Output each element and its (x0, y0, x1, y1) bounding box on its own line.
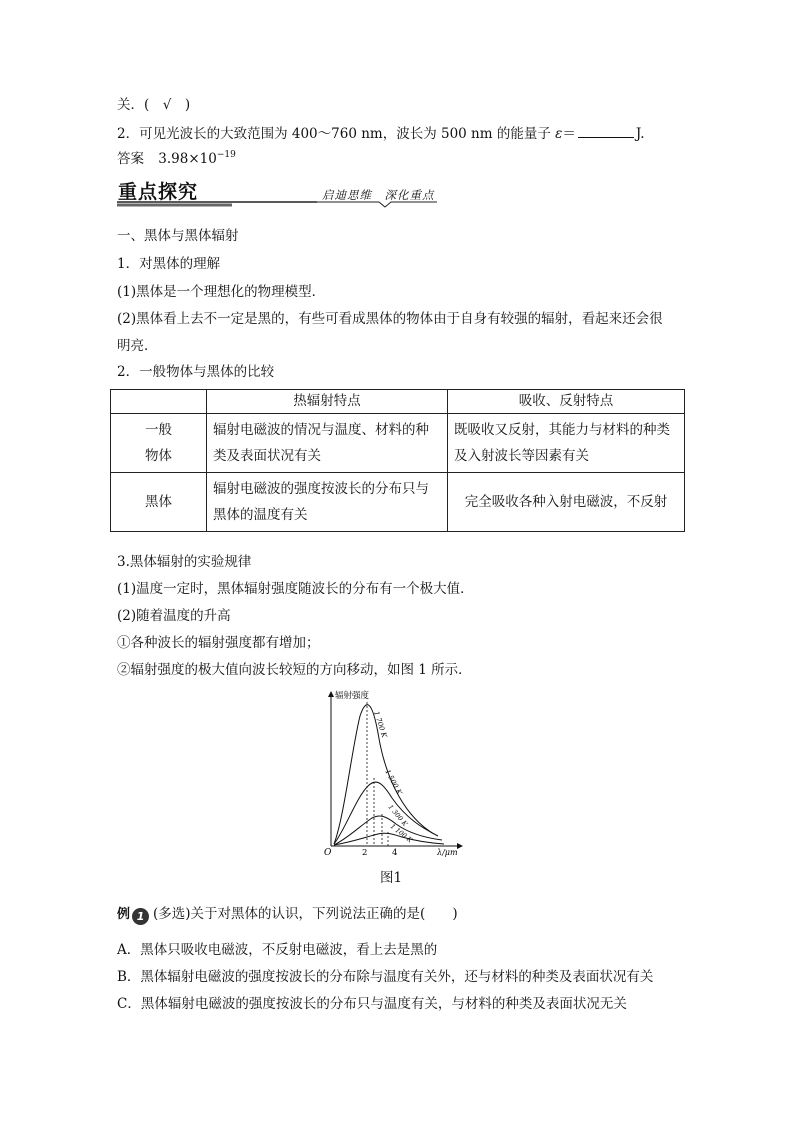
table-header-cell (111, 390, 207, 414)
section-subtitle: 启迪思维 深化重点 (322, 188, 435, 202)
option-c[interactable]: C．黑体辐射电磁波的强度按波长的分布只与温度有关，与材料的种类及表面状况无关 (117, 996, 627, 1012)
table-header-cell: 吸收、反射特点 (448, 390, 685, 414)
example-stem-text: (多选)关于对黑体的认识，下列说法正确的是( ) (153, 906, 458, 922)
table-cell (207, 414, 448, 473)
curve-1100k (334, 833, 444, 845)
equals-sign: ＝ (562, 126, 576, 142)
cell-line: 既吸收又反射，其能力与材料的种类 (454, 422, 670, 438)
table-cell (448, 414, 685, 473)
row-name-line: 物体 (145, 448, 172, 464)
comparison-table (110, 389, 685, 532)
curve-label: 1 700 K (372, 710, 389, 739)
y-axis-label: 辐射强度 (335, 691, 370, 701)
prev-answer-line: 关．( √ ) (117, 97, 191, 113)
part3-c2: ②辐射强度的极大值向波长较短的方向移动，如图 1 所示． (117, 662, 472, 678)
part3-sub3: 3.黑体辐射的实验规律 (117, 554, 252, 570)
table-header-cell: 热辐射特点 (207, 390, 448, 414)
cell-line: 辐射电磁波的情况与温度、材料的种 (213, 422, 429, 438)
origin-label: O (324, 848, 332, 858)
cell-line: 类及表面状况有关 (213, 448, 321, 464)
table-cell: 完全吸收各种入射电磁波，不反射 (448, 473, 685, 532)
cell-line: 辐射电磁波的强度按波长的分布只与 (213, 481, 429, 497)
option-a[interactable]: A．黑体只吸收电磁波，不反射电磁波，看上去是黑的 (117, 942, 438, 958)
section-title: 重点探究 (118, 181, 199, 203)
example-number-badge: 1 (132, 908, 149, 925)
table-cell (207, 473, 448, 532)
curve-label: 1 500 K (383, 768, 404, 797)
part3-c1: ①各种波长的辐射强度都有增加； (117, 635, 320, 651)
answer-exponent: −19 (216, 150, 236, 160)
x-axis-label: λ/μm (437, 848, 458, 857)
option-b[interactable]: B．黑体辐射电磁波的强度按波长的分布除与温度有关外，还与材料的种类及表面状况有关 (117, 969, 654, 985)
table-cell: 黑体 (111, 473, 207, 532)
question-2 (117, 125, 645, 143)
part1-heading: 一、黑体与黑体辐射 (117, 228, 239, 244)
unit-label: J. (635, 126, 645, 142)
table-cell (111, 414, 207, 473)
row-name-line: 一般 (145, 422, 172, 438)
part3-q2: (2)随着温度的升高 (117, 608, 231, 624)
tick-label: 4 (392, 848, 398, 858)
answer-line (117, 150, 236, 168)
part1-p2b: 明亮． (117, 338, 158, 354)
example-label: 例 (117, 907, 131, 922)
figure-caption: 图1 (380, 870, 403, 886)
tick-label: 2 (362, 848, 368, 858)
cell-line: 黑体的温度有关 (213, 507, 308, 523)
part3-q1: (1)温度一定时，黑体辐射强度随波长的分布有一个极大值． (117, 581, 474, 597)
table-header-row (111, 390, 685, 414)
answer-value: 3.98×10 (158, 151, 217, 167)
curve-label: 1 100 K (388, 822, 414, 845)
section-rule (117, 200, 437, 208)
part1-sub2: 2．一般物体与黑体的比较 (117, 364, 275, 380)
curve-label: 1 300 K (386, 803, 410, 828)
cell-line: 及入射波长等因素有关 (454, 448, 589, 464)
table-row (111, 473, 685, 532)
question-2-text: 2．可见光波长的大致范围为 400～760 nm，波长为 500 nm 的能量子 (117, 126, 551, 142)
blackbody-figure (322, 688, 472, 858)
part1-p2a: (2)黑体看上去不一定是黑的，有些可看成黑体的物体由于自身有较强的辐射，看起来还会很 (117, 311, 663, 327)
answer-blank[interactable] (578, 125, 634, 138)
answer-label: 答案 (117, 151, 144, 167)
example-stem (117, 905, 458, 925)
part1-p1: (1)黑体是一个理想化的物理模型． (117, 284, 326, 300)
epsilon-symbol: ε (555, 126, 563, 142)
part1-sub1: 1．对黑体的理解 (117, 256, 221, 272)
table-row (111, 414, 685, 473)
